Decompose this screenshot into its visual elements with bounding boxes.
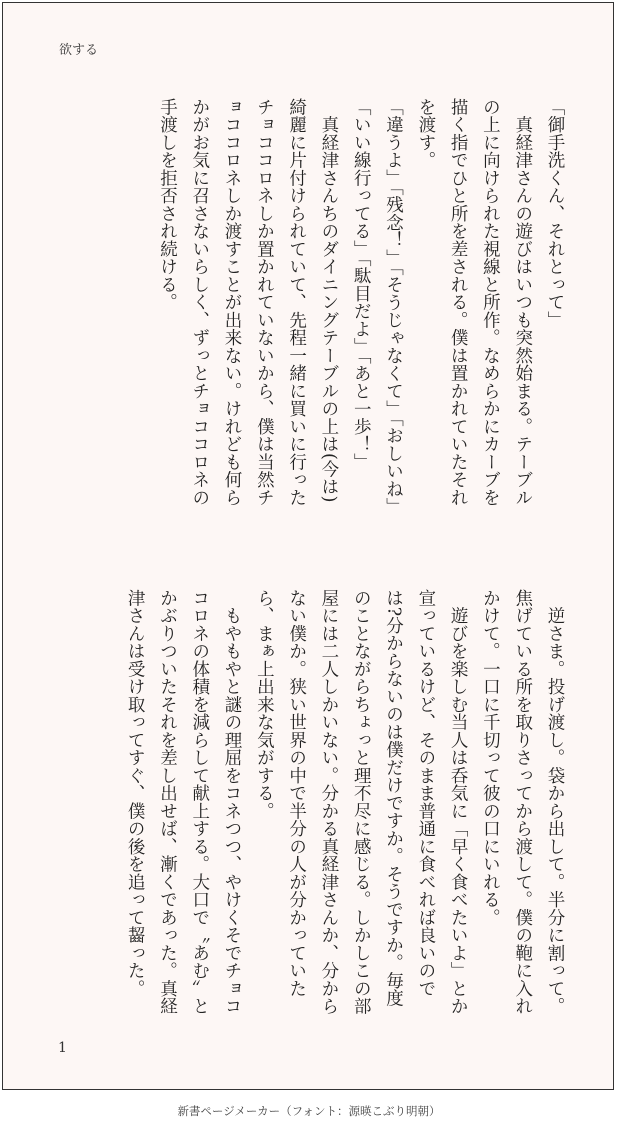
paragraph: 真経津さんの遊びはいつも突然始まる。テーブルの上に向けられた視線と所作。なめらかにカーブを描く指でひと所を差される。僕は置かれていたそれを渡す。 <box>415 98 533 507</box>
upper-text-block <box>51 98 571 518</box>
paragraph: 遊びを楽しむ当人は呑気に「早く食べたいよ」とか宣っているけど、そのまま普通に食べれば良いのでは?分からないのは僕だけですか。そうですか。毎度のことながらちょっと理不尽に感じる。しかしこの部屋には二人しかいない。分かる真経津さんか、分からない僕か。狭い世界の中で半分の人が分かっていたら、まぁ上出来な気がする。 <box>254 589 469 1015</box>
paragraph: 「御手洗くん、それとって」 <box>545 98 565 329</box>
paragraph: 「違うよ」「残念！」「そうじゃなくて」「おしいね」「いい線行ってる」「駄目だよ」「あと一歩！」 <box>351 98 404 516</box>
lower-text-block <box>51 589 571 1019</box>
page-sheet <box>2 2 614 1090</box>
paragraph: もやもやと謎の理屈をコネつつ、やけくそでチョココロネの体積を減らして献上する。大口で〝あむ〟とかぶりついたそれを差し出せば、漸くであった。真経津さんは受け取ってすぐ、僕の後を追って齧った。 <box>125 589 243 1015</box>
paragraph: 逆さま。投げ渡し。袋から出して。半分に割って。焦げている所を取りさってから渡して。僕の鞄に入れかけて。一口に千切って彼の口にいれる。 <box>480 589 565 1015</box>
page-title: 欲する <box>59 43 99 58</box>
page-number: 1 <box>58 1040 67 1056</box>
paragraph: 真経津さんちのダイニングテーブルの上は(今は) 綺麗に片付けられていて、先程一緒に買いに行ったチョココロネしか置かれていないから、僕は当然チョココロネしか渡すことが出来ない。けれども何らかがお気に召さないらしく、ずっとチョココロネの手渡しを拒否され続ける。 <box>157 98 339 507</box>
generator-caption: 新書ページメーカー（フォント：源暎こぶり明朝） <box>177 1104 441 1118</box>
